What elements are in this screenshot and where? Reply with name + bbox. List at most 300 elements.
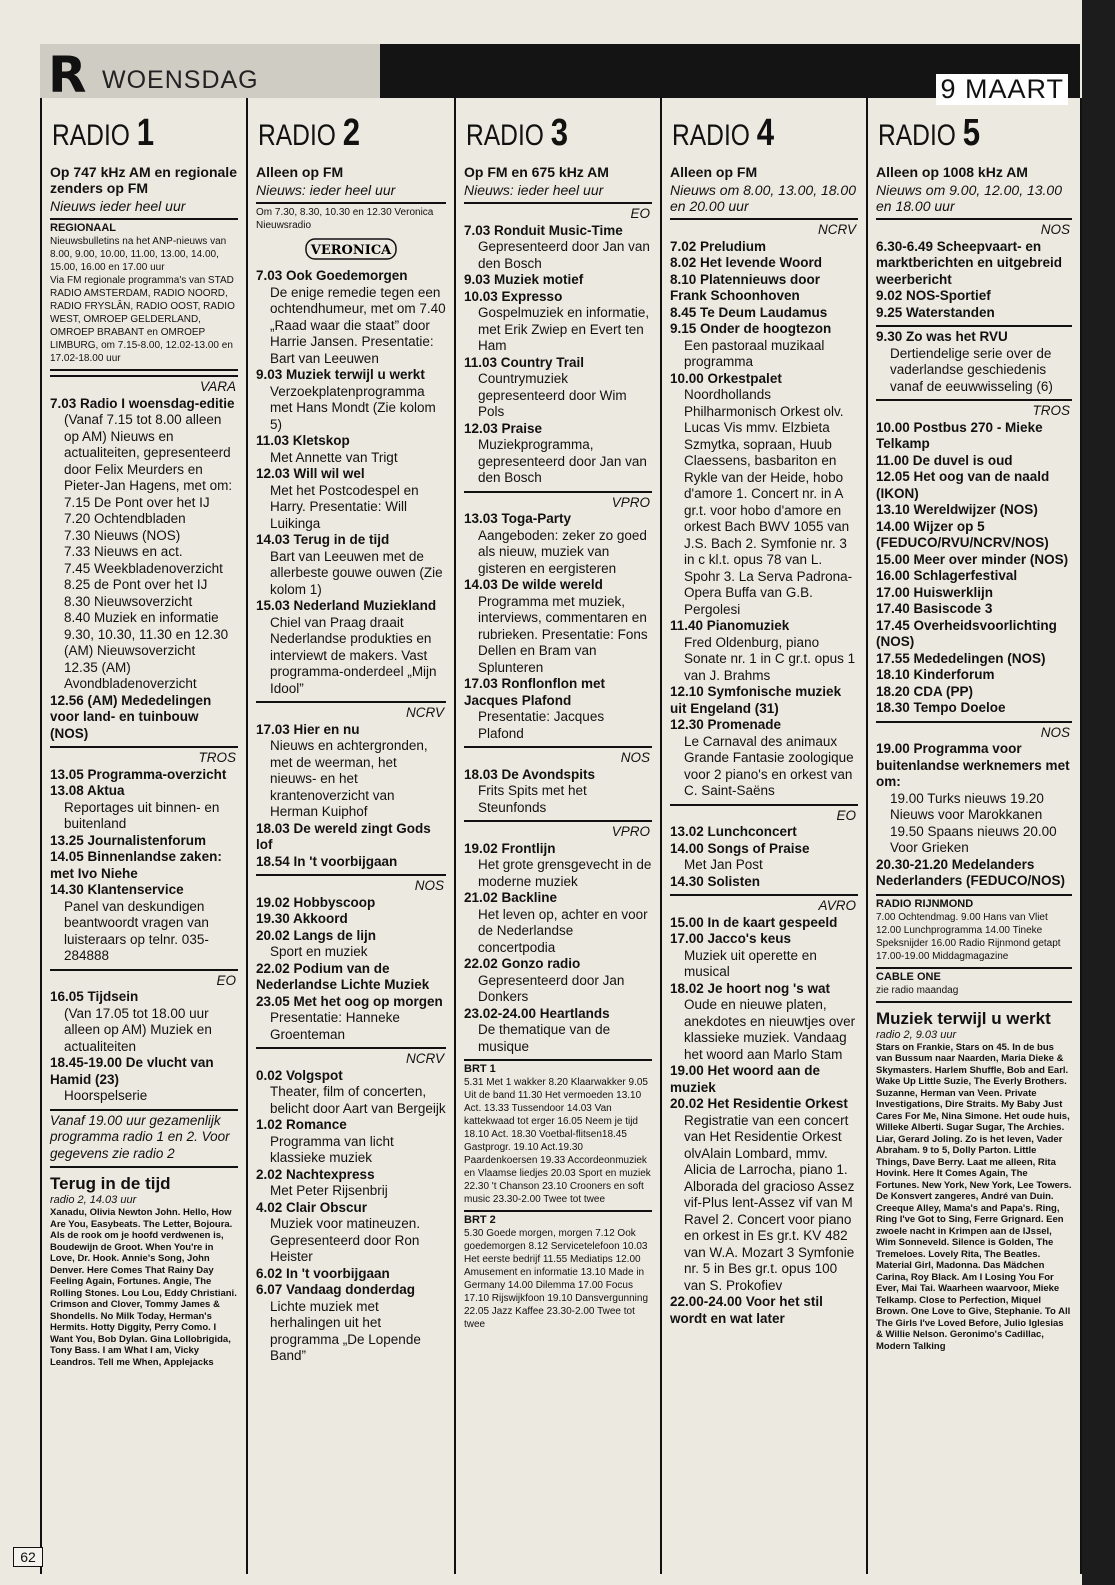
radio-word: RADIO [258,119,336,152]
program-item [256,532,446,598]
divider [50,375,238,377]
divider [50,969,238,971]
program-title: 14.00 Wijzer op 5 (FEDUCO/RVU/NCRV/NOS) [876,518,1049,550]
frequency-info: Alleen op FM [670,164,758,180]
broadcaster-label: VPRO [611,824,650,839]
program-description: (Van 17.05 tot 18.00 uur alleen op AM) Muziek en actualiteiten [64,1005,212,1054]
program-item [464,767,652,817]
feature-title: Muziek terwijl u werkt [876,1008,1051,1028]
radio-column-4 [662,98,868,1574]
program-title: 22.02 Gonzo radio [464,956,581,971]
news-info: Nieuws ieder heel uur [50,198,186,214]
program-title: 6.02 In 't voorbijgaan [256,1265,390,1281]
program-title: 14.30 Solisten [670,873,761,889]
program-title: 7.03 Radio I woensdag-editie [50,395,235,411]
program-title: 9.03 Muziek terwijl u werkt [256,367,425,382]
divider [50,369,238,371]
program-description: 7.15 De Pont over het IJ [64,494,210,510]
program-item [876,741,1072,857]
divider [876,399,1072,401]
cable-label: CABLE ONE [876,970,941,983]
radio-number: 1 [136,112,155,154]
program-title: 17.03 Hier en nu [256,721,360,737]
program-item [50,989,238,1055]
divider [256,202,446,204]
program-item [50,561,238,578]
veronica-logo [305,236,397,262]
program-title: 0.02 Volgspot [256,1067,343,1083]
radio-column-1 [42,98,248,1574]
program-item [464,890,652,956]
program-description: 7.33 Nieuws en act. [64,544,183,559]
broadcaster-label: NCRV [405,1051,444,1066]
rijnmond-schedule: 7.00 Ochtendmag. 9.00 Hans van Vliet 12.00 Lunchprogramma 14.00 Tineke Speksnijder 16.00 Radio Rijnmond getapt 17.00-19.00 Middagmagazine [876,911,1061,962]
program-item [876,601,1072,618]
program-item [50,511,238,528]
program-title: 11.40 Pianomuziek [670,618,790,633]
divider [464,746,652,748]
radio-number: 2 [342,112,361,154]
broadcaster-label: NOS [1040,724,1070,740]
program-item [670,931,858,981]
program-description: Sport en muziek [270,944,368,959]
broadcaster-label: NCRV [817,222,856,237]
news-info: Nieuws om 8.00, 13.00, 18.00 en 20.00 uur [670,182,857,214]
program-item [670,371,858,619]
program-item [670,717,858,800]
radio-title [466,114,619,152]
program-description: 7.45 Weekbladenoverzicht [64,560,223,576]
program-description: (Vanaf 7.15 tot 8.00 alleen op AM) Nieuws en actualiteiten, gepresenteerd door Felix Meurders en Pieter-Jan Hagens, met om: [64,412,233,493]
program-title: 20.02 Het Residentie Orkest [670,1096,848,1111]
program-description: Muziek voor matineuzen. Gepresenteerd door Ron Heister [270,1216,421,1264]
program-item [876,502,1072,519]
program-item [876,329,1072,395]
program-item [50,544,238,561]
program-item [256,1167,446,1200]
program-item [464,676,652,742]
program-title: 13.08 Aktua [50,783,125,798]
program-item [256,1282,446,1365]
program-title: 13.02 Lunchconcert [670,824,797,839]
program-item [670,824,858,841]
program-item [670,1294,858,1327]
program-description: 8.30 Nieuwsoverzicht [64,593,193,609]
program-item [670,1063,858,1096]
program-description: Presentatie: Jacques Plafond [478,709,605,741]
divider [50,1166,238,1168]
program-item [50,495,238,512]
program-item [670,255,858,272]
program-title: 15.03 Nederland Muziekland [256,598,437,613]
divider [876,218,1072,220]
program-item [876,288,1072,305]
divider [464,1059,652,1061]
program-item [876,420,1072,453]
program-description: Noordhollands Philharmonisch Orkest olv. Lucas Vis mmv. Elzbieta Szmytka, sopraan, Huub Claessens, basbariton en Rykle van der Heide, hobo d'amore 1. Concert nr. in A gr.t. voor hobo d'amore en orkest Bach BWV 1055 van J.S. Bach 2. Symfonie nr. 3 in c kl.t. opus 78 van L. Spohr 3. La Serva Padrona-Opera Buffa van G.B. Pergolesi [684,387,853,617]
program-item [256,928,446,961]
program-item [464,421,652,487]
program-item [876,568,1072,585]
program-description: Le Carnaval des animaux Grande Fantasie zoologique voor 2 piano's en orkest van C. Saint-Saëns [684,733,854,798]
brt2-schedule: 5.30 Goede morgen, morgen 7.12 Ook goedemorgen 8.12 Servicetelefoon 10.03 Het eerste bedrijf 11.55 Mediatips 12.00 Amusement en informatie 13.10 Made in Germany 14.00 Dilemma 17.00 Focus 17.10 Rijswijkfoon 19.10 Dansvergunning 22.05 Jazz Kaffee 23.30-2.00 Twee tot twee [464,1228,649,1330]
radio-title [258,114,412,152]
divider [256,701,446,703]
program-description: 8.40 Muziek en informatie [64,610,219,625]
divider [464,820,652,822]
program-item [50,610,238,627]
header-right-band [380,44,1080,104]
program-item [876,651,1072,668]
news-info: Nieuws: ieder heel uur [256,182,396,198]
broadcaster-label: NOS [1040,222,1070,237]
program-title: 6.30-6.49 Scheepvaart- en marktberichten en uitgebreid weerbericht [876,238,1063,287]
divider [670,894,858,896]
program-description: Registratie van een concert van Het Residentie Orkest olvAlain Lombard, mmv. Alicia de Larrocha, piano 1. Alborada del gracioso Assez vif-Plus lent-Assez vif van M Ravel 2. Concert voor piano en orkest in Es gr.t. KV 482 van W.A. Mozart 3 Symfonie nr. 5 in Bes gr.t. opus 100 van S. Prokofiev [684,1112,855,1293]
program-description: Bart van Leeuwen met de allerbeste gouwe ouwen (Zie kolom 1) [270,548,443,597]
program-item [50,577,238,594]
program-title: 13.25 Journalistenforum [50,832,207,848]
program-title: 9.30 Zo was het RVU [876,329,1008,344]
program-description: Een pastoraal muzikaal programma [684,337,825,369]
program-title: 19.02 Hobbyscoop [256,894,376,910]
program-title: 1.02 Romance [256,1117,347,1132]
program-description: Fred Oldenburg, piano Sonate nr. 1 in C gr.t. opus 1 van J. Brahms [684,634,856,683]
program-item [876,239,1072,289]
rijnmond-label: RADIO RIJNMOND [876,897,974,910]
program-item [876,857,1072,890]
program-item [876,684,1072,701]
program-title: 8.45 Te Deum Laudamus [670,304,828,320]
program-title: 14.00 Songs of Praise [670,840,810,856]
program-title: 14.03 De wilde wereld [464,577,603,592]
program-description: Met Jan Post [684,857,763,872]
program-item [876,305,1072,322]
program-description: Theater, film of concerten, belicht door Aart van Bergeijk [270,1084,446,1116]
program-description: Met het Postcodespel en Harry. Presentatie: Will Luikinga [270,482,419,531]
program-title: 12.05 Het oog van de naald (IKON) [876,469,1050,501]
program-title: 17.00 Jacco's keus [670,931,792,946]
regional-label: REGIONAAL [50,222,116,234]
program-title: 9.15 Onder de hoogtezon [670,321,832,336]
program-title: 12.56 (AM) Mededelingen voor land- en tuinbouw (NOS) [50,692,212,741]
program-description: Gospelmuziek en informatie, met Erik Zwiep en Evert ten Ham [478,305,650,353]
broadcaster-label: EO [216,972,236,988]
divider [256,1047,446,1049]
program-description: Met Annette van Trigt [270,449,398,465]
program-description: Met Peter Rijsenbrij [270,1183,388,1198]
program-description: 8.25 de Pont over het IJ [64,577,208,592]
program-item [256,961,446,994]
program-title: 21.02 Backline [464,890,558,905]
program-title: 7.03 Ronduit Music-Time [464,222,623,238]
program-title: 23.02-24.00 Heartlands [464,1005,610,1021]
broadcaster-label: AVRO [818,898,856,913]
program-title: 12.30 Promenade [670,717,782,732]
program-description: De enige remedie tegen een ochtendhumeur, met om 7.40 „Raad waar die staat” door Harrie Jansen. Presentatie: Bart van Leeuwen [270,284,446,366]
page-number: 62 [13,1547,43,1567]
program-item [464,956,652,1006]
program-title: 7.03 Ook Goedemorgen [256,268,408,283]
program-item [876,469,1072,502]
program-item [50,693,238,743]
frequency-info: Alleen op FM [256,164,344,180]
program-title: 19.30 Akkoord [256,911,348,926]
program-title: 18.02 Je hoort nog 's wat [670,980,831,996]
divider [464,491,652,493]
program-item [876,519,1072,552]
program-description: Het grote grensgevecht in de moderne muziek [478,857,652,889]
regional-text: Via FM regionale programma's van STAD RADIO AMSTERDAM, RADIO NOORD, RADIO FRYSLÂN, RADIO OOST, RADIO WEST, OMROEP GELDERLAND, OMROEP BRABANT en OMROEP LIMBURG, om 7.15-8.00, 12.02-13.00 en 17.02-18.00 uur [50,275,235,364]
program-item [50,882,238,965]
program-item [50,594,238,611]
program-title: 18.20 CDA (PP) [876,683,974,699]
frequency-info: Op FM en 675 kHz AM [464,164,609,180]
program-title: 13.10 Wereldwijzer (NOS) [876,502,1038,517]
news-info: Nieuws: ieder heel uur [464,182,604,198]
program-description: Het leven op, achter en voor de Nederlandse concertpodia [478,906,648,955]
program-item [876,700,1072,717]
program-item [876,585,1072,602]
radio-column-5 [868,98,1082,1574]
program-description: 7.20 Ochtendbladen [64,511,186,526]
program-item [50,660,238,693]
program-item [50,849,238,882]
program-description: Presentatie: Hanneke Groenteman [270,1010,400,1042]
date-label: 9 MAART [936,74,1068,105]
program-item [670,239,858,256]
program-description: Aangeboden: zeker zo goed als nieuw, muziek van gisteren en eergisteren [478,527,647,576]
program-description: Oude en nieuwe platen, anekdotes en nieuwtjes over klassieke muziek. Vandaag het woord aan Marlo Stam [684,997,856,1062]
program-item [50,1055,238,1105]
divider [876,967,1072,969]
program-description: Programma met muziek, interviews, commentaren en rubrieken. Presentatie: Fons Dellen en Bram van Splunteren [478,593,648,675]
program-title: 20.30-21.20 Medelanders Nederlanders (FEDUCO/NOS) [876,856,1066,888]
program-title: 12.03 Will wil wel [256,466,365,481]
program-item [670,841,858,874]
program-item [256,433,446,466]
program-item [256,598,446,697]
program-description: Panel van deskundigen beantwoordt vragen van luisteraars op telnr. 035-284888 [64,898,209,963]
program-title: 22.00-24.00 Voor het stil wordt en wat later [670,1294,823,1326]
program-description: Programma van licht klassieke muziek [270,1133,394,1165]
program-description: Gepresenteerd door Jan Donkers [478,972,625,1004]
program-item [670,305,858,322]
program-title: 18.10 Kinderforum [876,667,995,682]
program-description: Reportages uit binnen- en buitenland [64,799,220,831]
program-description: 7.30 Nieuws (NOS) [64,527,181,543]
radio-word: RADIO [672,119,750,152]
radio-number: 3 [550,112,569,154]
program-title: 15.00 Meer over minder (NOS) [876,551,1069,567]
program-item [464,272,652,289]
program-title: 18.03 De wereld zingt Gods lof [256,820,431,852]
program-item [50,767,238,784]
tv-guide-page [40,44,1080,1574]
program-title: 9.25 Waterstanden [876,304,995,320]
program-description: 9.30, 10.30, 11.30 en 12.30 (AM) Nieuwsoverzicht [64,626,229,658]
program-description: Lichte muziek met herhalingen uit het programma „De Lopende Band” [270,1298,421,1363]
program-item [256,911,446,928]
program-item [256,1068,446,1118]
program-title: 10.00 Orkestpalet [670,370,782,386]
program-item [256,1117,446,1167]
radio-column-3 [456,98,662,1574]
program-title: 8.10 Platennieuws door Frank Schoonhoven [670,271,821,303]
program-title: 19.02 Frontlijn [464,840,556,856]
divider [670,218,858,220]
logo-text: VERONICA [310,243,392,258]
program-title: 11.03 Country Trail [464,354,585,370]
program-title: 14.05 Binnenlandse zaken: met Ivo Niehe [50,849,222,881]
frequency-info: Op 747 kHz AM en regionale zenders op FM [50,164,237,196]
program-item [670,321,858,371]
program-description: Frits Spits met het Steunfonds [478,783,587,815]
program-item [670,618,858,684]
broadcaster-label: NOS [620,750,650,765]
program-item [670,272,858,305]
program-item [464,289,652,355]
page-header [40,44,1080,104]
feature-playlist: Stars on Frankie, Stars on 45. In de bus van Bussum naar Naarden, Maria Dieke & Skymasters. Harlem Shuffle, Bob and Earl. Wake Up Little Suzie, The Everly Brothers. Suzanne, Herman van Veen. Private Investigations, Dire Straits. My Baby Just Cares For Me, Nina Simone. Het oude huis, Willeke Alberti. Sugar Sugar, The Archies. Liar, Gerard Joling. Zo is het leven, Vader Abraham. 9 to 5, Dolly Parton. Little Things, Dave Berry. Laat me alleen, Rita Hovink. Here It Comes Again, The Fortunes. New York, New York, Lee Towers. De Konsvert zangeres, André van Duin. Creeque Alley, Mama's and Papa's. Ring, Ring I've Got to Sing, Ferre Grignard. Een zwoele nacht in Krimpen aan de IJssel, Wim Sonneveld. Silence is Golden, The Tremeloes. Lovely Rita, The Beatles. Material Girl, Madonna. Das Mädchen Carina, Roy Black. Am I Losing You For Ever, Mai Tai. Waarheen waarvoor, Mieke Telkamp. Close to Perfection, Miquel Brown. One Love to Give, Stephanie. To All The Girls I've Loved Before, Julio Iglesias & Willie Nelson. Geronimo's Cadillac, Modern Talking [876,1041,1072,1352]
program-description: Muziekprogramma, gepresenteerd door Jan van den Bosch [478,437,647,485]
program-description: Chiel van Praag draait Nederlandse produkties en interviewt de makers. Vast programma-onderdeel „Mijn Idool” [270,614,437,696]
program-description: Hoorspelserie [64,1088,148,1103]
program-item [876,453,1072,470]
program-item [256,1266,446,1283]
program-description: Nieuws en achtergronden, met de weerman, het nieuws- en het krantenoverzicht van Herman Kuiphof [270,738,428,819]
program-item [670,684,858,717]
radio-word: RADIO [466,119,544,152]
program-item [670,874,858,891]
brt1-schedule: 5.31 Met 1 wakker 8.20 Klaarwakker 9.05 Uit de band 11.30 Het vermoeden 13.10 Act. 13.33 Tussendoor 14.03 Van kattekwaad tot erger 16.05 Neem je tijd 18.10 Act. 18.30 Voetbal-flitsen18.45 Gastprogr. 19.10 Act.19.30 Paardenkoersen 19.33 Accordeonmuziek en Vlaamse liedjes 20.03 Sport en muziek 22.30 't Chanson 23.10 Crooners en soft music 23.30-2.00 Twee tot twee [464,1077,651,1205]
program-description: De thematique van de musique [478,1022,611,1054]
brt2-label: BRT 2 [464,1214,496,1226]
program-title: 4.02 Clair Obscur [256,1199,368,1215]
program-description: Countrymuziek gepresenteerd door Wim Pols [478,371,627,419]
broadcaster-label: NOS [414,878,444,893]
program-title: 9.02 NOS-Sportief [876,288,991,303]
section-letter: R [48,46,87,104]
program-title: 23.05 Met het oog op morgen [256,993,443,1009]
program-title: 6.07 Vandaag donderdag [256,1282,416,1297]
program-item [50,627,238,660]
program-description: Muziek uit operette en musical [684,947,817,979]
next-page-edge [1082,0,1115,1585]
broadcaster-label: TROS [1032,403,1070,418]
divider [50,746,238,748]
weekday-label: WOENSDAG [102,66,259,94]
program-title: 11.00 De duvel is oud [876,452,1013,468]
program-description: 12.35 (AM) Avondbladenoverzicht [64,659,197,691]
program-item [50,783,238,833]
program-title: 10.00 Postbus 270 - Mieke Telkamp [876,419,1043,451]
radio-number: 5 [962,112,981,154]
program-title: 12.03 Praise [464,420,543,436]
program-item [464,841,652,891]
broadcaster-label: VARA [199,379,236,394]
feature-subtitle: radio 2, 14.03 uur [50,1194,137,1206]
program-title: 17.00 Huiswerklijn [876,584,994,600]
radio-title [52,114,205,152]
program-item [876,552,1072,569]
program-title: 19.00 Programma voor buitenlandse werknemers met om: [876,741,1070,789]
program-item [876,618,1072,651]
program-title: 17.03 Ronflonflon met Jacques Plafond [464,676,606,708]
radio-column-2 [248,98,456,1574]
program-item [464,1006,652,1056]
cable-note: zie radio maandag [876,984,959,996]
program-item [256,268,446,367]
program-item [464,577,652,676]
program-item [464,355,652,421]
divider [670,804,858,806]
combined-program-note: Vanaf 19.00 uur gezamenlijk programma radio 1 en 2. Voor gegevens zie radio 2 [50,1112,230,1161]
radio-word: RADIO [878,119,956,152]
radio-number: 4 [756,112,775,154]
program-item [464,223,652,273]
news-info: Nieuws om 9.00, 12.00, 13.00 en 18.00 uur [876,182,1063,214]
broadcaster-label: NCRV [405,705,444,720]
program-item [256,1200,446,1266]
program-item [50,833,238,850]
program-title: 16.00 Schlagerfestival [876,568,1018,583]
broadcaster-label: VPRO [611,494,650,510]
divider [464,202,652,204]
program-item [256,466,446,532]
brt1-label: BRT 1 [464,1063,496,1075]
program-description: 19.00 Turks nieuws 19.20 Nieuws voor Marokkanen 19.50 Spaans nieuws 20.00 Voor Grieken [890,790,1057,855]
program-title: 9.03 Muziek motief [464,272,584,287]
program-item [876,667,1072,684]
radio-title [672,114,825,152]
feature-subtitle: radio 2, 9.03 uur [876,1028,957,1041]
program-item [670,981,858,1064]
program-title: 15.00 In de kaart gespeeld [670,914,838,930]
divider [50,218,238,220]
program-title: 14.30 Klantenservice [50,882,184,897]
program-item [670,915,858,932]
radio-columns [40,98,1082,1574]
program-item [256,367,446,433]
divider [876,1001,1072,1003]
program-title: 2.02 Nachtexpress [256,1166,375,1182]
program-item [50,528,238,545]
program-description: Verzoekplatenprogramma met Hans Mondt (Zie kolom 5) [270,383,436,432]
program-title: 14.03 Terug in de tijd [256,532,390,547]
program-title: 16.05 Tijdsein [50,989,139,1004]
radio-word: RADIO [52,119,130,152]
broadcaster-label: TROS [198,750,236,765]
program-title: 19.00 Het woord aan de muziek [670,1063,821,1095]
program-title: 13.03 Toga-Party [464,511,572,526]
header-left-band [40,44,380,104]
feature-playlist: Xanadu, Olivia Newton John. Hello, How Are You, Easybeats. The Letter, Bojoura. Als de rook om je hoofd verdwenen is, Boudewijn de Groot. When You're in Love, Dr. Hook. Annie's Song, John Denver. Here Comes That Rainy Day Feeling Again, Fortunes. Angie, The Rolling Stones. Lou Lou, Eddy Christiani. Crimson and Clover, Tommy James & Shondells. No Milk Today, Herman's Hermits. Hotty Diggity, Perry Como. I Want You, Bob Dylan. Gina Lollobrigida, Tony Bass. I am What I am, Vicky Leandros. Tell me When, Applejacks [50,1207,237,1368]
veronica-news: Om 7.30, 8.30, 10.30 en 12.30 Veronica Nieuwsradio [256,207,434,231]
program-item [464,511,652,577]
program-item [256,994,446,1044]
frequency-info: Alleen op 1008 kHz AM [876,164,1028,180]
divider [876,894,1072,896]
program-item [256,722,446,821]
program-title: 11.03 Kletskop [256,433,350,448]
program-item [50,396,238,495]
program-title: 17.55 Mededelingen (NOS) [876,650,1046,666]
program-title: 18.30 Tempo Doeloe [876,700,1006,715]
program-description: Dertiendelige serie over de vaderlandse geschiedenis vanaf de eeuwwisseling (6) [890,345,1053,394]
program-title: 22.02 Podium van de Nederlandse Lichte Muziek [256,960,430,992]
regional-news: Nieuwsbulletins na het ANP-nieuws van 8.00, 9.00, 10.00, 11.00, 13.00, 14.00, 15.00, 16.00 en 17.00 uur [50,236,227,273]
